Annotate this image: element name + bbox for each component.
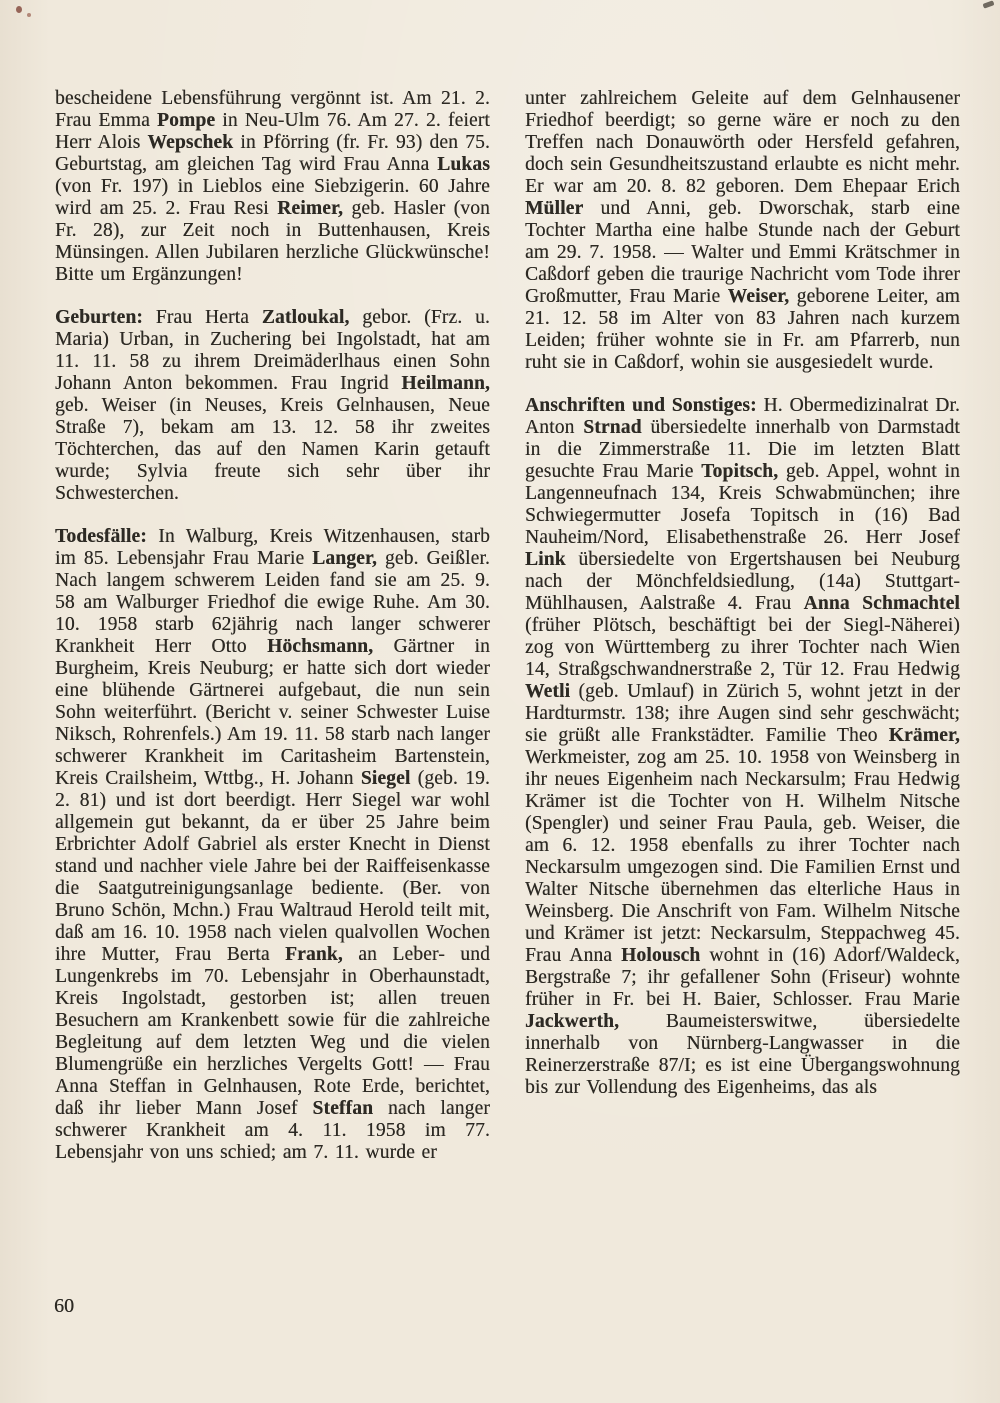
text-run: geb. Geißler. Nach langem schwerem Leiden fand sie am 25. 9. 58 am Walburger Friedhof die ewige Ruhe. Am 30. 10. 1958 starb 62jährig nach langer schwerer Krankheit Herr Otto — [55, 548, 490, 657]
bold-name: Link — [525, 549, 566, 570]
text-run: Gärtner in Burgheim, Kreis Neuburg; er hatte sich dort wieder eine blühende Gärtnerei aufgebaut, die nun sein Sohn weiterführt. (Bericht v. seiner Schwester Luise Niksch, Rohrenfels.) Am 19. 11. 58 starb nach langer schwerer Krankheit im Caritasheim Bartenstein, Kreis Crailsheim, Wttbg., H. Johann — [55, 636, 490, 789]
paragraph — [55, 526, 490, 1164]
paragraph — [55, 307, 490, 505]
text-run: in Pförring (fr. Fr. 93) den 75. Geburtstag, am gleichen Tag wird Frau Anna — [55, 132, 490, 175]
bold-name: Steffan — [312, 1098, 374, 1119]
text-run: Frau Herta — [143, 307, 262, 328]
bold-name: Heilmann, — [401, 373, 490, 394]
text-run: geb. Hasler (von Fr. 28), zur Zeit noch in Buttenhausen, Kreis Münsingen. Allen Jubilaren herzliche Glückwünsche! Bitte um Ergänzungen! — [55, 198, 490, 285]
text-run: bescheidene Lebensführung vergönnt ist. Am 21. 2. Frau Emma — [55, 88, 490, 131]
bold-name: Zatloukal, — [261, 307, 350, 328]
bold-name: Siegel — [360, 768, 411, 789]
text-columns — [55, 88, 960, 1164]
bold-name: Höchsmann, — [267, 636, 374, 657]
bold-name: Krämer, — [888, 725, 960, 746]
bold-name: Frank, — [285, 944, 343, 965]
text-run: übersiedelte von Ergertshausen bei Neuburg nach der Mönchfeldsiedlung, (14a) Stuttgart-Mühlhausen, Aalstraße 4. Frau — [525, 549, 960, 614]
text-run: geb. Appel, wohnt in Langenneufnach 134, Kreis Schwabmünchen; ihre Schwiegermutter Josefa Topitsch in (16) Bad Nauheim/Nord, Elisabethenstraße 26. Herr Josef — [525, 461, 960, 548]
bold-name: Topitsch, — [701, 461, 779, 482]
bold-name: Anschriften und Sonstiges: — [525, 395, 757, 416]
bold-name: Jackwerth, — [525, 1011, 620, 1032]
bold-name: Anna Schmachtel — [803, 593, 960, 614]
scan-speck — [982, 0, 994, 8]
text-run: Werkmeister, zog am 25. 10. 1958 von Weinsberg in ihr neues Eigenheim nach Neckarsulm; Frau Hedwig Krämer ist die Tochter von H. Wilhelm Nitsche (Spengler) und seiner Frau Paula, geb. Weiser, die am 6. 12. 1958 ebenfalls zu ihrer Tochter nach Neckarsulm umgezogen sind. Die Familien Ernst und Walter Nitsche übernehmen das elterliche Haus in Weinsberg. Die Anschrift von Fam. Wilhelm Nitsche und Krämer ist jetzt: Neckarsulm, Steppachweg 45. Frau Anna — [525, 747, 960, 966]
text-run: (früher Plötsch, beschäftigt bei der Siegl-Näherei) zog von Württemberg zu ihrer Tochter nach Wien 14, Straßgschwandnerstraße 2, Tür 12. Frau Hedwig — [525, 615, 960, 680]
paragraph — [55, 88, 490, 286]
text-run: in Neu-Ulm 76. Am 27. 2. feiert Herr Alois — [55, 110, 490, 153]
text-run: nach langer schwerer Krankheit am 4. 11. 1958 im 77. Lebensjahr von uns schied; am 7. 11. wurde er — [55, 1098, 490, 1163]
bold-name: Wetli — [525, 681, 571, 702]
text-run: gebor. (Frz. u. Maria) Urban, in Zuchering bei Ingolstadt, hat am 11. 11. 58 zu ihrem Dreimäderlhaus einen Sohn Johann Anton bekommen. Frau Ingrid — [55, 307, 490, 394]
scan-speck — [27, 13, 31, 17]
text-run: und Anni, geb. Dworschak, starb eine Tochter Martha eine halbe Stunde nach der Geburt am 29. 7. 1958. — Walter und Emmi Krätschmer in Caßdorf geben die traurige Nachricht vom Tode ihrer Großmutter, Frau Marie — [525, 198, 960, 307]
bold-name: Geburten: — [55, 307, 144, 328]
text-run: übersiedelte innerhalb von Darmstadt in die Zimmerstraße 11. Die im letzten Blatt gesuchte Frau Marie — [525, 417, 960, 482]
bold-name: Wepschek — [147, 132, 234, 153]
bold-name: Todesfälle: — [55, 526, 147, 547]
bold-name: Strnad — [583, 417, 642, 438]
text-run: (geb. Umlauf) in Zürich 5, wohnt jetzt in der Hardturmstr. 138; ihre Augen sind sehr geschwächt; sie grüßt alle Frankstädter. Familie Theo — [525, 681, 960, 746]
scan-speck — [16, 6, 22, 13]
page-number: 60 — [54, 1295, 74, 1317]
text-run: In Walburg, Kreis Witzenhausen, starb im 85. Lebensjahr Frau Marie — [55, 526, 490, 569]
text-column-right — [525, 88, 960, 1164]
text-run: (geb. 19. 2. 81) und ist dort beerdigt. Herr Siegel war wohl allgemein gut bekannt, da er über 25 Jahre beim Erbrichter Adolf Gabriel als erster Knecht in Dienst stand und nachher viele Jahre bei der Raiffeisenkasse die Saatgutreinigungsanlage bediente. (Ber. von Bruno Schön, Mchn.) Frau Waltraud Herold teilt mit, daß am 16. 10. 1958 nach vielen qualvollen Wochen ihre Mutter, Frau Berta — [55, 768, 491, 965]
text-run: geborene Leiter, am 21. 12. 58 im Alter von 83 Jahren nach kurzem Leiden; früher wohnte sie in Fr. am Pfarrerb, nun ruht sie in Caßdorf, wohin sie ausgesiedelt wurde. — [525, 286, 960, 373]
bold-name: Weiser, — [727, 286, 790, 307]
text-run: geb. Weiser (in Neuses, Kreis Gelnhausen, Neue Straße 7), bekam am 13. 12. 58 ihr zweites Töchterchen, das auf den Namen Karin getauft wurde; Sylvia freute sich sehr über ihr Schwesterchen. — [55, 395, 490, 504]
bold-name: Reimer, — [277, 198, 344, 219]
bold-name: Pompe — [157, 110, 216, 131]
text-column-left — [55, 88, 490, 1164]
bold-name: Müller — [525, 198, 584, 219]
paragraph — [525, 88, 960, 374]
text-run: wohnt in (16) Adorf/Waldeck, Bergstraße 7; ihr gefallener Sohn (Friseur) wohnte früher in Fr. bei H. Baier, Schlosser. Frau Marie — [525, 945, 960, 1010]
paragraph — [525, 395, 960, 1099]
text-run: unter zahlreichem Geleite auf dem Gelnhausener Friedhof beerdigt; so gerne wäre er noch zu den Treffen nach Donauwörth oder Hersfeld gefahren, doch sein Gesundheitszustand erlaubte es nicht mehr. Er war am 20. 8. 82 geboren. Dem Ehepaar Erich — [525, 88, 960, 197]
bold-name: Lukas — [437, 154, 490, 175]
text-run: an Leber- und Lungenkrebs im 70. Lebensjahr in Oberhaunstadt, Kreis Ingolstadt, gestorben ist; allen treuen Besuchern am Krankenbett sowie für die zahlreiche Begleitung auf dem letzten Weg und die vielen Blumengrüße ein herzliches Vergelts Gott! — Frau Anna Steffan in Gelnhausen, Rote Erde, berichtet, daß ihr lieber Mann Josef — [55, 944, 490, 1119]
text-run: H. Obermedizinalrat Dr. Anton — [525, 395, 960, 438]
text-run: (von Fr. 197) in Lieblos eine Siebzigerin. 60 Jahre wird am 25. 2. Frau Resi — [55, 176, 490, 219]
text-run: Baumeisterswitwe, übersiedelte innerhalb von Nürnberg-Langwasser in die Reinerzerstraße 87/I; es ist eine Übergangswohnung bis zur Vollendung des Eigenheims, das als — [525, 1011, 960, 1098]
bold-name: Langer, — [312, 548, 377, 569]
bold-name: Holousch — [621, 945, 701, 966]
